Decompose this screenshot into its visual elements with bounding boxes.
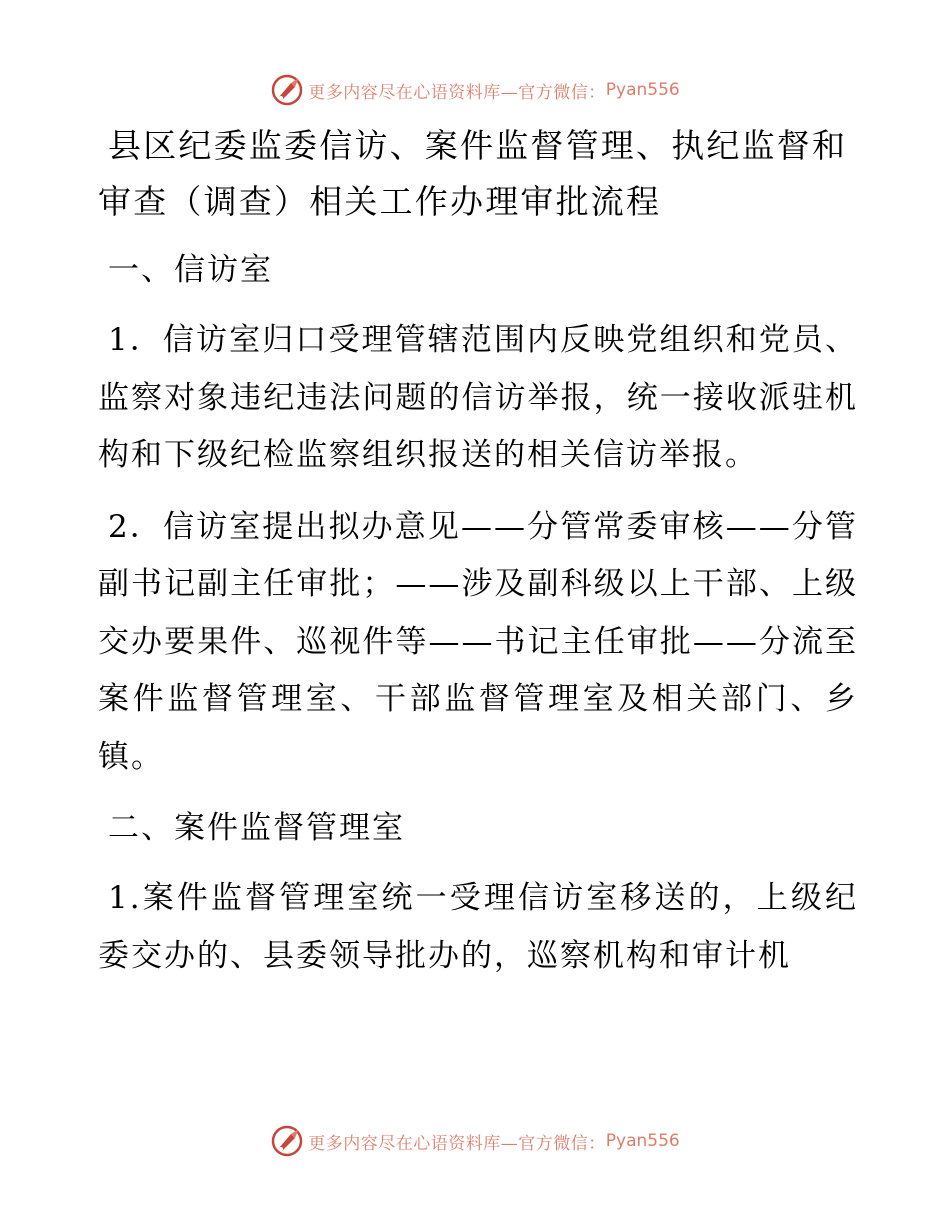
pen-nib-logo-icon [270,73,304,107]
watermark-top [0,70,950,110]
pen-nib-logo-icon [270,1124,304,1158]
section-heading-case-supervision: 二、案件监督管理室 [108,810,405,846]
watermark-text: 更多内容尽在心语资料库—官方微信： [308,1133,606,1154]
document-body [98,118,858,999]
document-title: 县区纪委监委信访、案件监督管理、执纪监督和审查（调查）相关工作办理审批流程 [98,126,848,221]
paragraph-case-supervision-1: 1.案件监督管理室统一受理信访室移送的，上级纪委交办的、县委领导批办的，巡察机构和审计机 [98,880,858,974]
watermark-wechat-id: Pyan556 [605,80,680,100]
watermark-text: 更多内容尽在心语资料库—官方微信： [308,82,606,103]
watermark-wechat-id: Pyan556 [605,1131,680,1151]
watermark-bottom [0,1121,950,1161]
section-heading-petition-office: 一、信访室 [108,252,273,288]
paragraph-petition-1: 1．信访室归口受理管辖范围内反映党组织和党员、监察对象违纪违法问题的信访举报，统一接收派驻机构和下级纪检监察组织报送的相关信访举报。 [98,322,858,473]
paragraph-petition-2: 2．信访室提出拟办意见——分管常委审核——分管副书记副主任审批；——涉及副科级以上干部、上级交办要果件、巡视件等——书记主任审批——分流至案件监督管理室、干部监督管理室及相关部门、乡镇。 [98,508,858,775]
